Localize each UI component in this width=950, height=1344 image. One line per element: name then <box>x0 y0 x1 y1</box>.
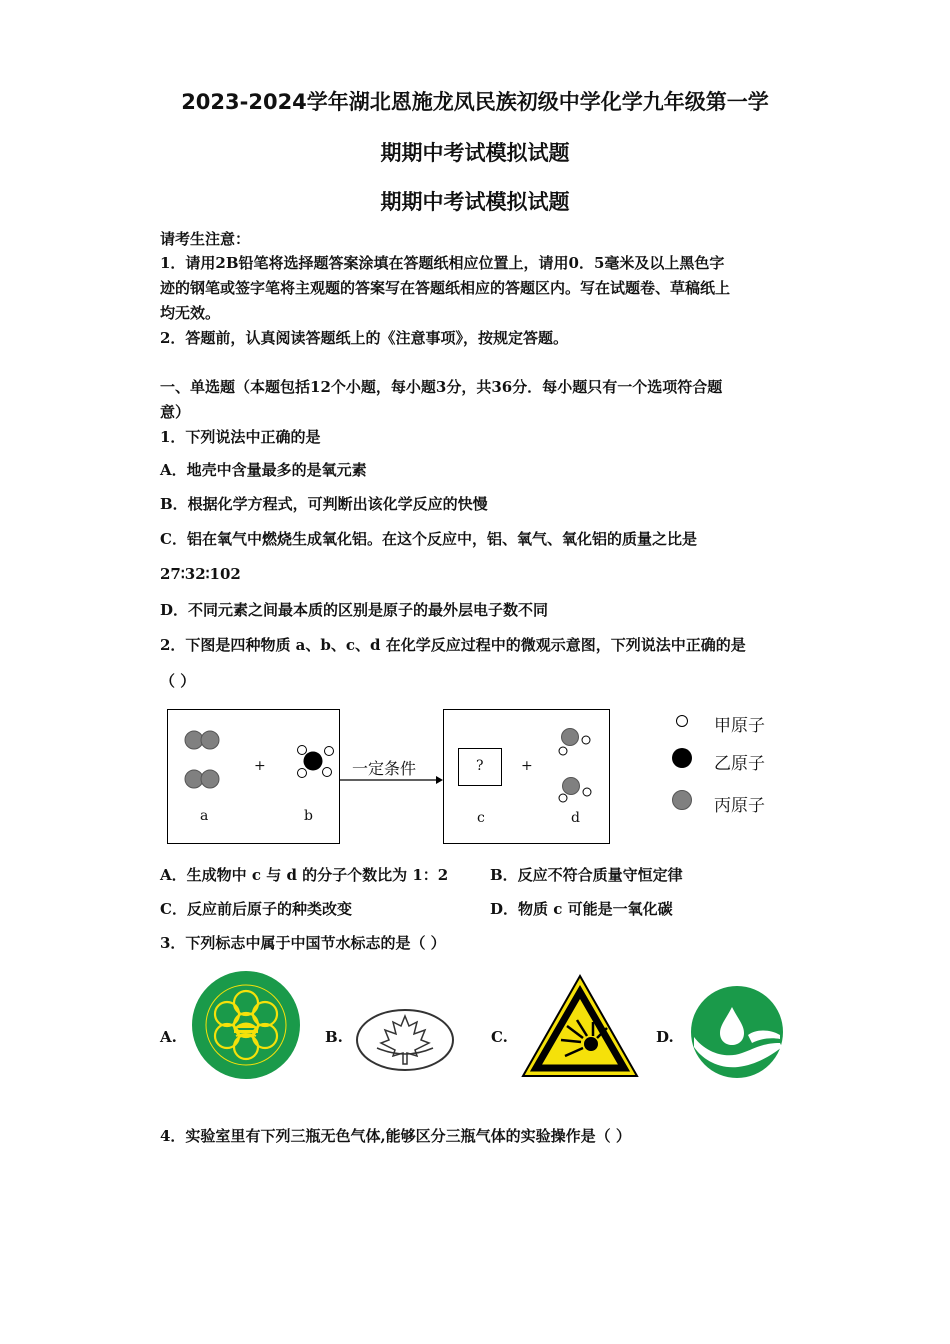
label-a: a <box>200 808 209 824</box>
legend-label-3: 丙原子 <box>714 796 765 816</box>
gray-atom-d2 <box>563 778 580 795</box>
gray-atom-a2 <box>201 731 219 749</box>
q1-stem: 1．下列说法中正确的是 <box>160 428 321 446</box>
section-heading: 一、单选题（本题包括12个小题，每小题3分，共36分．每小题只有一个选项符合题 <box>160 378 723 396</box>
atom-legend-symbols <box>670 710 700 815</box>
q2-option-b: B．反应不符合质量守恒定律 <box>490 866 683 884</box>
label-c: c <box>477 810 485 826</box>
white-atom-b1 <box>298 746 307 755</box>
reaction-arrow <box>340 774 444 786</box>
q3-label-a: A. <box>160 1028 177 1046</box>
water-saving-logo <box>690 985 784 1079</box>
q3-stem: 3．下列标志中属于中国节水标志的是（ ） <box>160 934 446 952</box>
environmental-label-logo <box>190 970 302 1080</box>
q1-option-c-cont: 27∶32∶102 <box>160 565 241 583</box>
notice-item-1: 1．请用2B铅笔将选择题答案涂填在答题纸相应位置上，请用0．5毫米及以上黑色字 <box>160 254 725 272</box>
legend-gray-atom <box>673 791 692 810</box>
page-subtitle: 期期中考试模拟试题 <box>380 141 570 165</box>
notice-item-1-cont2: 均无效。 <box>160 304 221 322</box>
page-subtitle-repeat: 期期中考试模拟试题 <box>380 190 570 214</box>
gray-atom-a1 <box>185 731 203 749</box>
white-atom-d4 <box>583 788 591 796</box>
notice-item-2: 2．答题前，认真阅读答题纸上的《注意事项》，按规定答题。 <box>160 329 568 347</box>
q2-option-d: D．物质 c 可能是一氧化碳 <box>490 900 673 918</box>
q2-stem: 2．下图是四种物质 a、b、c、d 在化学反应过程中的微观示意图，下列说法中正确的是 <box>160 636 746 654</box>
arrow-condition-text: 一定条件 <box>352 759 417 778</box>
q1-option-c: C．铝在氧气中燃烧生成氧化铝。在这个反应中，铝、氧气、氧化铝的质量之比是 <box>160 530 697 548</box>
label-b: b <box>304 808 313 824</box>
white-atom-b3 <box>298 769 307 778</box>
plus-sign-2: + <box>521 758 533 774</box>
notice-item-1-cont: 迹的钢笔或签字笔将主观题的答案写在答题纸相应的答题区内。写在试题卷、草稿纸上 <box>160 279 731 297</box>
product-molecules <box>443 709 608 842</box>
legend-label-1: 甲原子 <box>714 716 765 736</box>
q2-option-c: C．反应前后原子的种类改变 <box>160 900 352 918</box>
gray-atom-d1 <box>562 729 579 746</box>
explosive-warning-logo <box>521 974 639 1078</box>
q1-option-b: B．根据化学方程式，可判断出该化学反应的快慢 <box>160 495 488 513</box>
white-atom-b2 <box>325 747 334 756</box>
black-atom-b <box>304 752 323 771</box>
q3-label-b: B. <box>325 1028 343 1046</box>
bomb-icon <box>584 1037 598 1051</box>
q1-option-d: D．不同元素之间最本质的区别是原子的最外层电子数不同 <box>160 601 549 619</box>
page-title: 2023-2024学年湖北恩施龙凤民族初级中学化学九年级第一学 <box>181 90 769 114</box>
label-d: d <box>571 810 580 826</box>
legend-black-atom <box>672 748 692 768</box>
legend-label-2: 乙原子 <box>714 754 765 774</box>
white-atom-d1 <box>559 747 567 755</box>
question-mark: ? <box>476 758 484 774</box>
q4-stem: 4．实验室里有下列三瓶无色气体,能够区分三瓶气体的实验操作是（ ） <box>160 1127 631 1145</box>
q2-option-a: A．生成物中 c 与 d 的分子个数比为 1：2 <box>160 866 449 884</box>
q3-label-c: C. <box>491 1028 508 1046</box>
white-atom-d3 <box>559 794 567 802</box>
section-heading-cont: 意） <box>160 403 191 421</box>
q2-stem-cont: （ ） <box>160 672 196 690</box>
legend-white-atom <box>677 716 688 727</box>
notice-heading: 请考生注意： <box>160 230 251 248</box>
gray-atom-a3 <box>185 770 203 788</box>
q3-label-d: D. <box>656 1028 674 1046</box>
white-atom-b4 <box>323 768 332 777</box>
plus-sign-1: + <box>254 758 266 774</box>
white-atom-d2 <box>582 736 590 744</box>
q1-option-a: A．地壳中含量最多的是氧元素 <box>160 461 367 479</box>
maple-leaf-logo <box>355 1008 455 1072</box>
gray-atom-a4 <box>201 770 219 788</box>
